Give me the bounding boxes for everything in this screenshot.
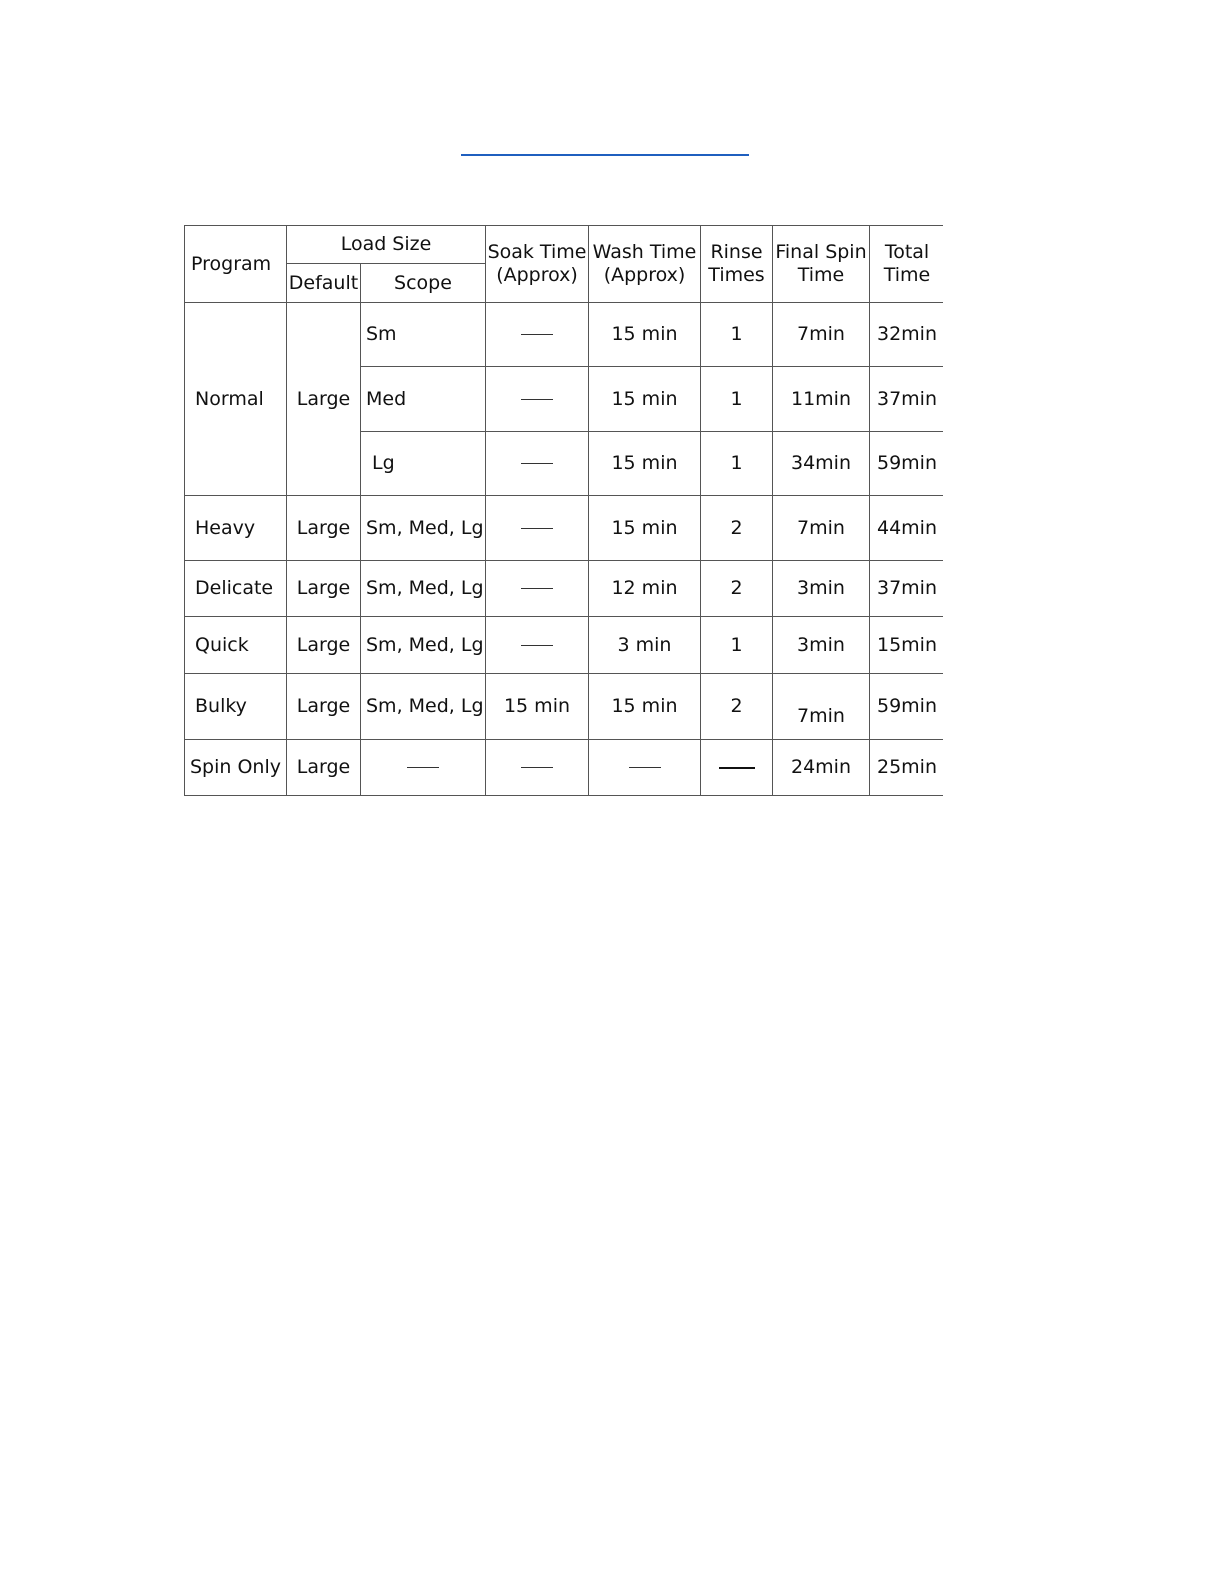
- cell-final-spin: 7min: [773, 496, 870, 561]
- cell-final-spin: 7min: [773, 674, 870, 740]
- cell-wash-empty: [589, 740, 701, 796]
- cell-final-spin: 34min: [773, 432, 870, 496]
- cell-scope: Sm, Med, Lg: [361, 561, 486, 617]
- cell-scope: Sm: [361, 303, 486, 367]
- dash-icon: [521, 645, 553, 646]
- cell-default: Large: [287, 740, 361, 796]
- cell-scope: Lg: [361, 432, 486, 496]
- dash-icon: [521, 767, 553, 768]
- dash-icon: [719, 767, 755, 769]
- cell-default: Large: [287, 496, 361, 561]
- cell-program: Spin Only: [185, 740, 287, 796]
- cell-wash: 12 min: [589, 561, 701, 617]
- cell-total: 44min: [870, 496, 944, 561]
- cell-default: Large: [287, 617, 361, 674]
- cell-scope: Sm, Med, Lg: [361, 496, 486, 561]
- cell-total: 32min: [870, 303, 944, 367]
- cell-rinse-empty: [701, 740, 773, 796]
- cell-program: Delicate: [185, 561, 287, 617]
- cell-rinse: 2: [701, 561, 773, 617]
- cell-soak-empty: [486, 496, 589, 561]
- cell-rinse: 1: [701, 432, 773, 496]
- table-row-quick: [185, 617, 944, 674]
- header-link-underline[interactable]: [461, 154, 749, 156]
- cell-final-spin: 7min: [773, 303, 870, 367]
- dash-icon: [521, 528, 553, 529]
- table-row-spin-only: [185, 740, 944, 796]
- cell-total: 25min: [870, 740, 944, 796]
- header-program: Program: [185, 226, 287, 303]
- cell-program: Heavy: [185, 496, 287, 561]
- table-row-bulky: [185, 674, 944, 740]
- program-table: [184, 225, 943, 796]
- program-table-container: [184, 225, 943, 797]
- header-rinse-times: Rinse Times: [701, 226, 773, 303]
- cell-soak-empty: [486, 561, 589, 617]
- cell-wash: 15 min: [589, 432, 701, 496]
- cell-rinse: 2: [701, 496, 773, 561]
- cell-scope: Sm, Med, Lg: [361, 617, 486, 674]
- cell-rinse: 1: [701, 617, 773, 674]
- header-final-spin-time: Final Spin Time: [773, 226, 870, 303]
- cell-default: Large: [287, 674, 361, 740]
- cell-final-spin: 3min: [773, 561, 870, 617]
- cell-total: 15min: [870, 617, 944, 674]
- cell-total: 37min: [870, 367, 944, 432]
- cell-total: 59min: [870, 674, 944, 740]
- cell-wash: 15 min: [589, 496, 701, 561]
- header-scope: Scope: [361, 264, 486, 303]
- header-row-1: [185, 226, 944, 264]
- cell-program: Bulky: [185, 674, 287, 740]
- cell-soak-empty: [486, 367, 589, 432]
- cell-soak-empty: [486, 740, 589, 796]
- cell-scope: Sm, Med, Lg: [361, 674, 486, 740]
- cell-final-spin: 3min: [773, 617, 870, 674]
- cell-final-spin: 24min: [773, 740, 870, 796]
- dash-icon: [521, 334, 553, 335]
- cell-program: Quick: [185, 617, 287, 674]
- cell-soak-empty: [486, 432, 589, 496]
- dash-icon: [521, 399, 553, 400]
- header-wash-time: Wash Time (Approx): [589, 226, 701, 303]
- dash-icon: [407, 767, 439, 768]
- cell-wash: 15 min: [589, 367, 701, 432]
- cell-program-normal: Normal: [185, 303, 287, 496]
- header-load-size: Load Size: [287, 226, 486, 264]
- dash-icon: [629, 767, 661, 768]
- table-row-heavy: [185, 496, 944, 561]
- cell-scope-empty: [361, 740, 486, 796]
- table-row-normal-sm: [185, 303, 944, 367]
- table-row-delicate: [185, 561, 944, 617]
- cell-default-normal: Large: [287, 303, 361, 496]
- cell-rinse: 1: [701, 367, 773, 432]
- dash-icon: [521, 588, 553, 589]
- cell-total: 59min: [870, 432, 944, 496]
- cell-total: 37min: [870, 561, 944, 617]
- cell-wash: 15 min: [589, 674, 701, 740]
- header-default: Default: [287, 264, 361, 303]
- cell-soak: 15 min: [486, 674, 589, 740]
- cell-soak-empty: [486, 617, 589, 674]
- dash-icon: [521, 463, 553, 464]
- cell-scope: Med: [361, 367, 486, 432]
- cell-final-spin: 11min: [773, 367, 870, 432]
- header-soak-time: Soak Time (Approx): [486, 226, 589, 303]
- cell-rinse: 2: [701, 674, 773, 740]
- cell-rinse: 1: [701, 303, 773, 367]
- cell-soak-empty: [486, 303, 589, 367]
- cell-wash: 3 min: [589, 617, 701, 674]
- header-total-time: Total Time: [870, 226, 944, 303]
- cell-default: Large: [287, 561, 361, 617]
- cell-wash: 15 min: [589, 303, 701, 367]
